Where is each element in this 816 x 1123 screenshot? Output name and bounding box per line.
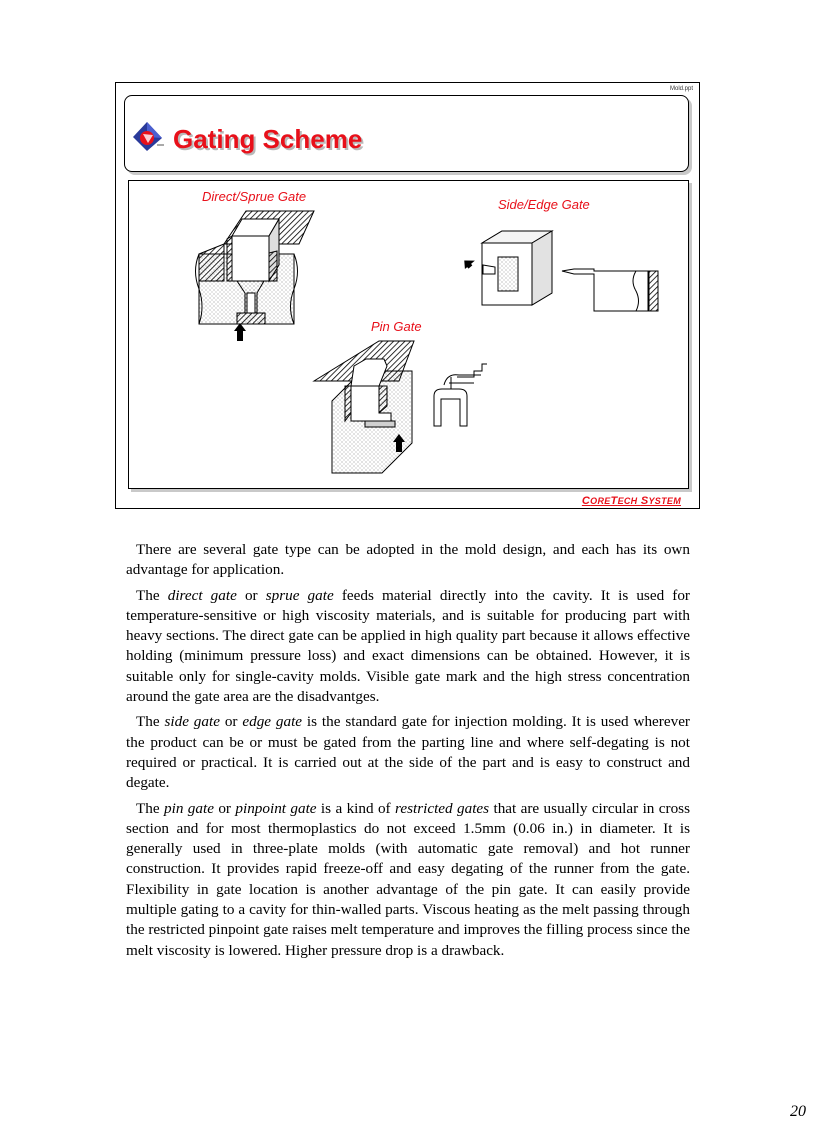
- emphasis-term: pin gate: [164, 799, 214, 817]
- slide-title: Gating Scheme: [173, 124, 363, 154]
- slide-frame: [115, 82, 700, 509]
- figure-panel: [128, 180, 689, 489]
- page-number: 20: [790, 1103, 806, 1120]
- brand-part: S: [640, 495, 649, 507]
- emphasis-term: sprue gate: [265, 586, 334, 604]
- emphasis-term: pinpoint gate: [235, 799, 317, 817]
- coretech-brand: [582, 495, 681, 507]
- pin-gate-diagram: [314, 341, 487, 473]
- brand-part: ECH: [617, 496, 638, 506]
- emphasis-term: side gate: [164, 713, 220, 731]
- paragraph-pin-gate: The pin gate or pinpoint gate is a kind of restricted gates that are usually circular in cross section and for most thermoplastics do not exceed 1.5mm (0.06 in.) in diameter. It is generally used in three-plate molds (with automatic gate removal) and hot runner construction. It provides rapid freeze-off and easy degating of the runner from the gate. Flexibility in gate location is another advantage of the pin gate. It can easily provide multiple gating to a cavity for thin-walled parts. Viscous heating as the melt passing through the restricted pinpoint gate raises melt temperature and improves the filling process since the melt viscosity is lowered. Higher pressure drop is a drawback.: [126, 799, 690, 959]
- gate-diagrams: [129, 181, 690, 490]
- label-pin-gate: Pin Gate: [371, 319, 422, 334]
- paragraph-side-gate: The side gate or edge gate is the standard gate for injection molding. It is used wherever the product can be or must be gated from the parting line and where self-degating is not required or practical. It is carried out at the side of the part and is easy to construct and degate.: [126, 713, 690, 792]
- emphasis-term: direct gate: [167, 586, 237, 604]
- coretech-logo-icon: [131, 120, 165, 154]
- paragraph-direct-gate: The direct gate or sprue gate feeds material directly into the cavity. It is used for temperature-sensitive or high viscosity materials, and is suitable for producing part with heavy sections. The direct gate can be applied in high quality part because it allows effective holding (minimum pressure loss) and exact dimensions can be obtained. However, it is suitable only for single-cavity molds. Visible gate mark and the high stress concentration around the gate area are the disadvantges.: [126, 586, 690, 706]
- slide-file-name: Mold.ppt: [669, 86, 693, 92]
- body-text: [126, 540, 690, 966]
- brand-part: YSTEM: [648, 496, 681, 506]
- brand-part: T: [610, 495, 618, 507]
- label-direct-gate: Direct/Sprue Gate: [202, 189, 307, 204]
- brand-part: C: [581, 495, 591, 507]
- side-gate-diagram: [460, 231, 658, 311]
- label-side-gate: Side/Edge Gate: [498, 197, 590, 212]
- brand-part: ORE: [590, 496, 611, 506]
- emphasis-term: restricted gates: [395, 799, 490, 817]
- title-banner: [124, 95, 689, 172]
- direct-gate-diagram: [196, 211, 315, 341]
- paragraph-intro: There are several gate type can be adopted in the mold design, and each has its own advantage for application.: [126, 541, 690, 579]
- emphasis-term: edge gate: [242, 713, 303, 731]
